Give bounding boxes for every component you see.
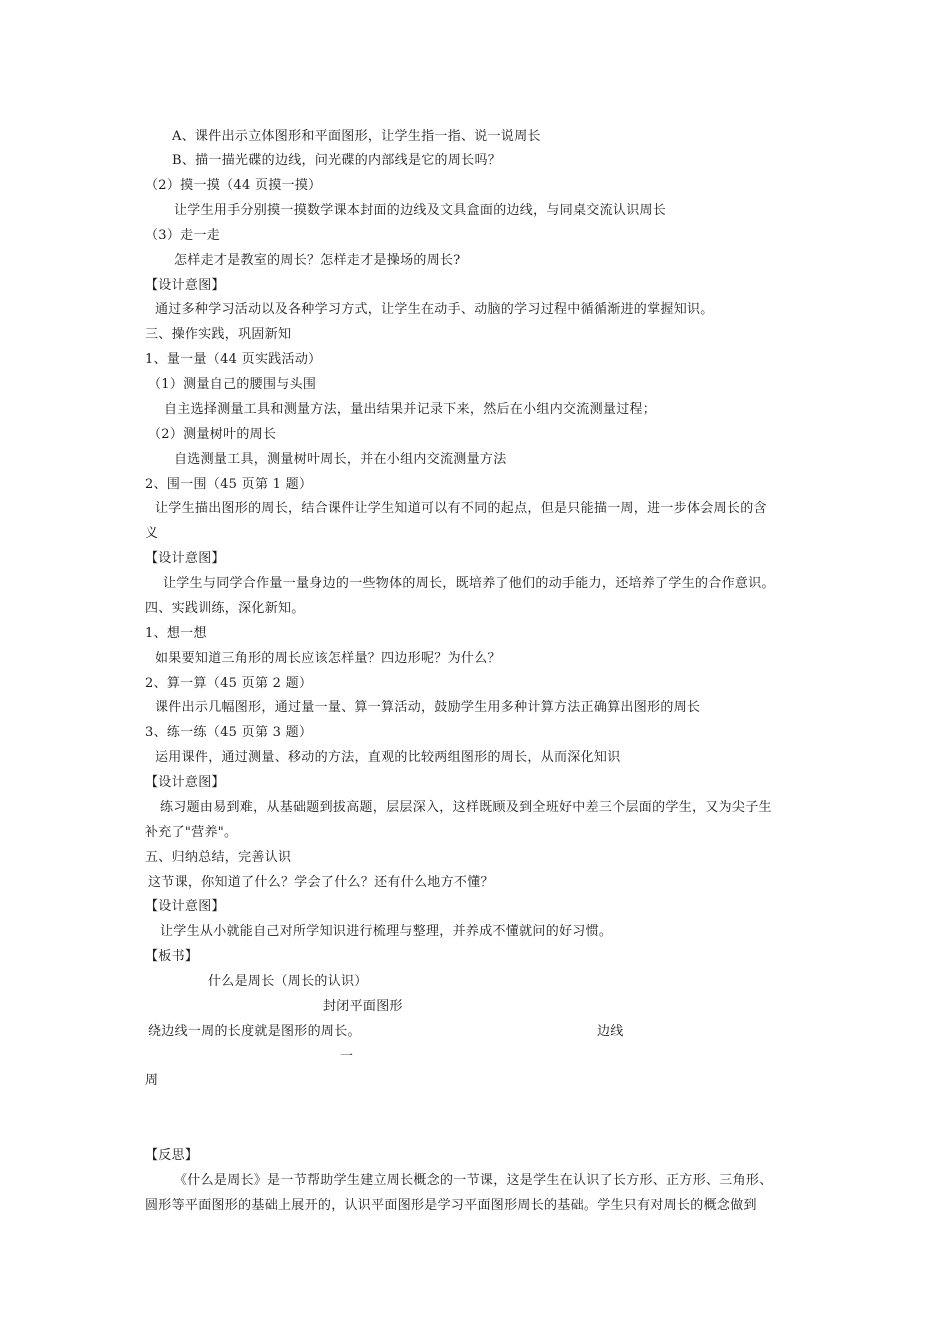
section-heading: 四、实践训练，深化新知。 bbox=[145, 601, 305, 616]
text-line: 怎样走才是教室的周长？怎样走才是操场的周长? bbox=[174, 253, 461, 268]
text-line: （3）走一走 bbox=[145, 228, 221, 243]
section-heading: 三、操作实践，巩固新知 bbox=[145, 327, 292, 342]
text-line: （2）摸一摸（44 页摸一摸） bbox=[145, 178, 322, 193]
text-line: 义 bbox=[145, 526, 159, 541]
text-line: 3、练一练（45 页第 3 题） bbox=[145, 725, 313, 740]
text-line: 课件出示几幅图形，通过量一量、算一算活动，鼓励学生用多种计算方法正确算出图形的周长 bbox=[155, 700, 701, 715]
board-text: 绕边线一周的长度就是图形的周长。 bbox=[148, 1024, 361, 1039]
text-line: 圆形等平面图形的基础上展开的，认识平面图形是学习平面图形周长的基础。学生只有对周长的概念做到 bbox=[145, 1198, 757, 1213]
board-text: 一 bbox=[340, 1049, 354, 1064]
text-line: 自主选择测量工具和测量方法，量出结果并记录下来，然后在小组内交流测量过程； bbox=[164, 402, 657, 417]
text-line: 《什么是周长》是一节帮助学生建立周长概念的一节课，这是学生在认识了长方形、正方形、三角形、 bbox=[174, 1173, 773, 1188]
text-line: 让学生用手分别摸一摸数学课本封面的边线及文具盒面的边线，与同桌交流认识周长 bbox=[174, 203, 667, 218]
section-heading: 【设计意图】 bbox=[145, 775, 225, 790]
section-heading: 【设计意图】 bbox=[145, 551, 225, 566]
text-line: 补充了"营养"。 bbox=[145, 825, 238, 840]
text-line: 练习题由易到难，从基础题到拔高题，层层深入，这样既顾及到全班好中差三个层面的学生，又为尖子生 bbox=[160, 800, 772, 815]
text-line: 运用课件，通过测量、移动的方法，直观的比较两组图形的周长，从而深化知识 bbox=[155, 750, 621, 765]
text-line: 如果要知道三角形的周长应该怎样量？四边形呢？为什么？ bbox=[155, 651, 501, 666]
board-text: 周 bbox=[145, 1073, 159, 1088]
section-heading: 五、归纳总结，完善认识 bbox=[145, 850, 292, 865]
text-line: 1、量一量（44 页实践活动） bbox=[145, 352, 322, 367]
text-line: A、课件出示立体图形和平面图形，让学生指一指、说一说周长 bbox=[172, 129, 541, 144]
text-line: 2、围一围（45 页第 1 题） bbox=[145, 477, 313, 492]
text-line: 自选测量工具，测量树叶周长，并在小组内交流测量方法 bbox=[174, 452, 507, 467]
text-line: 2、算一算（45 页第 2 题） bbox=[145, 676, 313, 691]
text-line: 让学生描出图形的周长，结合课件让学生知道可以有不同的起点，但是只能描一周，进一步体会周长的含 bbox=[155, 501, 767, 516]
text-line: 1、想一想 bbox=[145, 626, 207, 641]
board-text: 边线 bbox=[597, 1024, 624, 1039]
section-heading: 【板书】 bbox=[145, 949, 199, 964]
text-line: 让学生从小就能自己对所学知识进行梳理与整理，并养成不懂就问的好习惯。 bbox=[160, 924, 613, 939]
text-line: 让学生与同学合作量一量身边的一些物体的周长，既培养了他们的动手能力，还培养了学生的合作意识。 bbox=[163, 576, 775, 591]
text-line: 这节课，你知道了什么？学会了什么？还有什么地方不懂？ bbox=[148, 875, 494, 890]
section-heading: 【设计意图】 bbox=[145, 278, 225, 293]
board-title: 什么是周长（周长的认识） bbox=[208, 974, 368, 989]
text-line: 通过多种学习活动以及各种学习方式，让学生在动手、动脑的学习过程中循循渐进的掌握知识。 bbox=[155, 302, 714, 317]
board-text: 封闭平面图形 bbox=[323, 999, 403, 1014]
section-heading: 【反思】 bbox=[145, 1148, 199, 1163]
text-line: B、描一描光碟的边线，问光碟的内部线是它的周长吗？ bbox=[172, 153, 502, 168]
text-line: （2）测量树叶的周长 bbox=[148, 427, 277, 442]
section-heading: 【设计意图】 bbox=[145, 899, 225, 914]
text-line: （1）测量自己的腰围与头围 bbox=[148, 377, 317, 392]
